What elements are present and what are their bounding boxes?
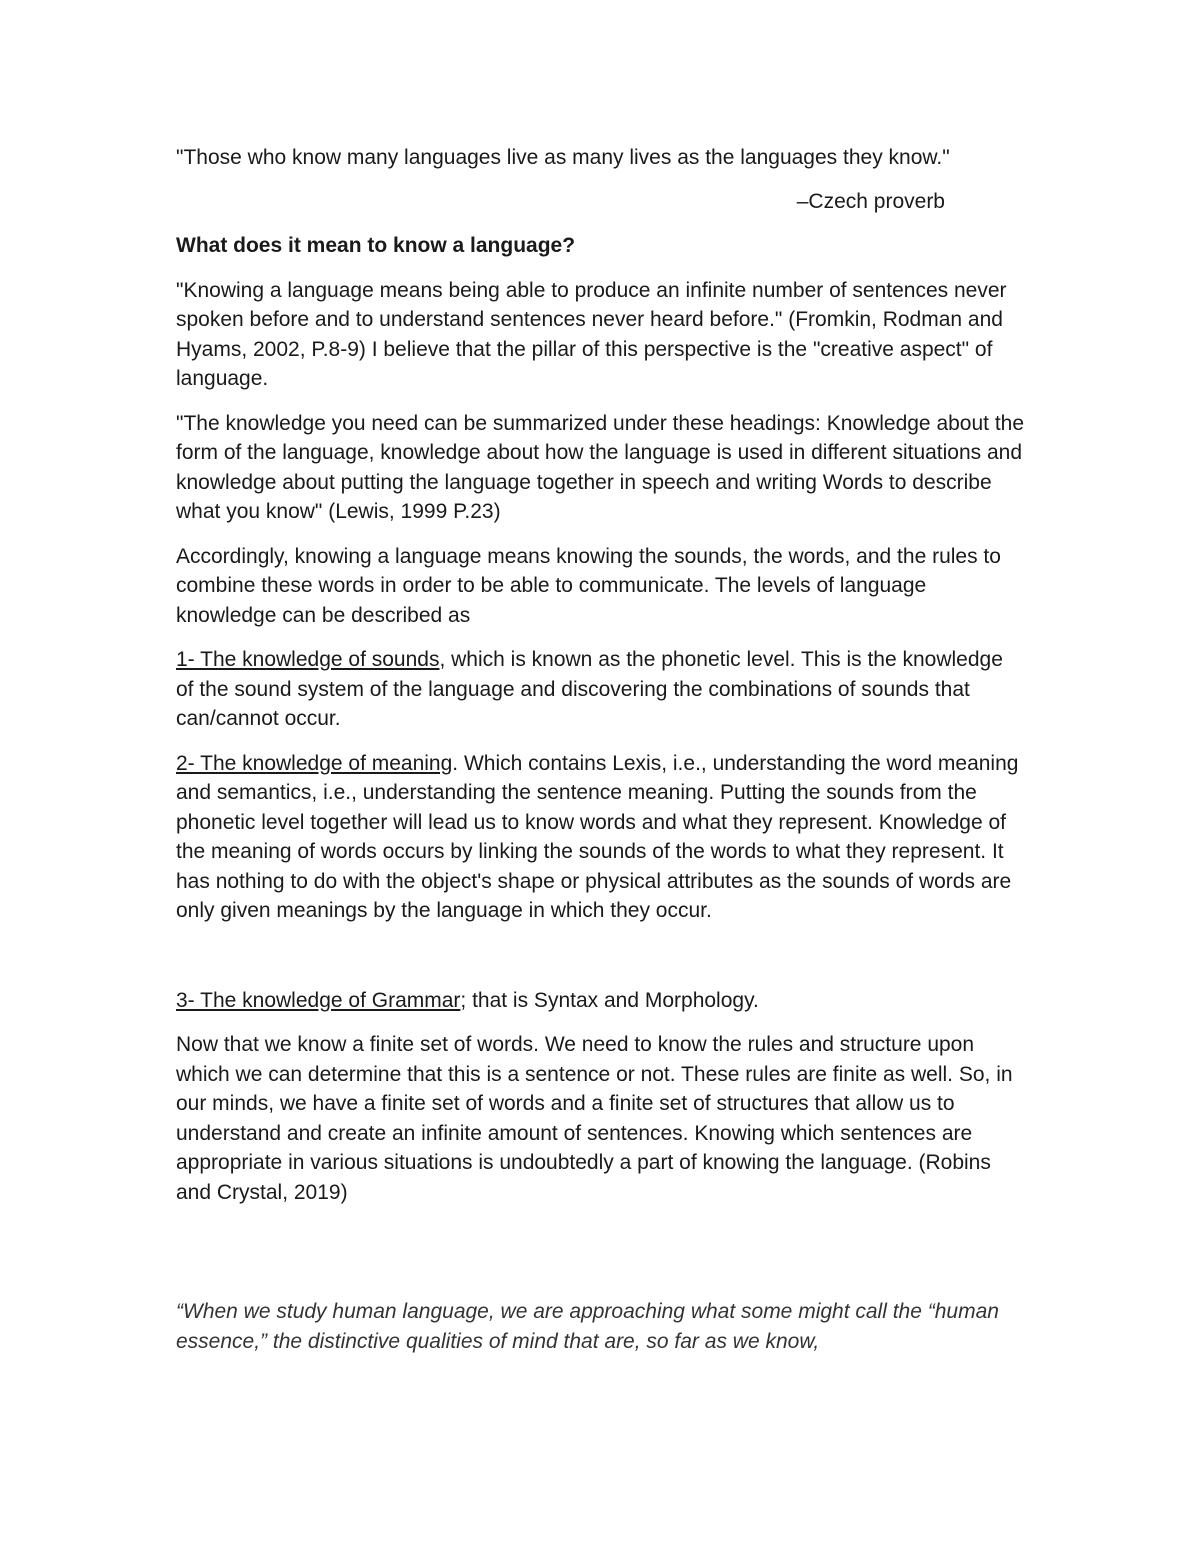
paragraph-accordingly: Accordingly, knowing a language means knowing the sounds, the words, and the rules to combine these words in order to be able to communicate. The levels of language knowledge can be described as [176, 544, 1001, 627]
paragraph-finite-words: Now that we know a finite set of words. We need to know the rules and structure upon which we can determine that this is a sentence or not. These rules are finite as well. So, in our minds, we have a finite set of words and a finite set of structures that allow us to understand and create an infinite amount of sentences. Knowing which sentences are appropriate in various situations is undoubtedly a part of knowing the language. (Robins and Crystal, 2019) [176, 1033, 1013, 1204]
level-sounds [176, 645, 1026, 734]
level-meaning [176, 749, 1026, 926]
spacer [176, 941, 1026, 986]
spacer [176, 1222, 1026, 1297]
document-page [176, 143, 1026, 1371]
level-meaning-title: 2- The knowledge of meaning [176, 751, 453, 775]
paragraph-fromkin: "Knowing a language means being able to produce an infinite number of sentences never spoken before and to understand sentences never heard before." (Fromkin, Rodman and Hyams, 2002, P.8-9) I believe that the pillar of this perspective is the "creative aspect" of language. [176, 278, 1007, 390]
level-sounds-title: 1- The knowledge of sounds [176, 648, 440, 671]
level-grammar [176, 986, 1026, 1016]
level-grammar-title: 3- The knowledge of Grammar [176, 988, 461, 1012]
level-grammar-text: ; that is Syntax and Morphology. [460, 988, 759, 1012]
section-heading: What does it mean to know a language? [176, 234, 576, 257]
epigraph-attribution: –Czech proverb [796, 189, 945, 213]
closing-quote: “When we study human language, we are approaching what some might call the “human essence,” the distinctive qualities of mind that are, so far as we know, [176, 1300, 999, 1353]
paragraph-lewis: "The knowledge you need can be summarized under these headings: Knowledge about the form of the language, knowledge about how the language is used in different situations and knowledge about putting the language together in speech and writing Words to describe what you know" (Lewis, 1999 P.23) [176, 411, 1025, 523]
level-sounds-text: , which is known as the phonetic level. This is the knowledge of the sound system of the language and discovering the combinations of sounds that can/cannot occur. [176, 648, 1003, 730]
level-meaning-text: . Which contains Lexis, i.e., understanding the word meaning and semantics, i.e., understanding the sentence meaning. Putting the sounds from the phonetic level together will lead us to know words and what they represent. Knowledge of the meaning of words occurs by linking the sounds of the words to what they represent. It has nothing to do with the object's shape or physical attributes as the sounds of words are only given meanings by the language in which they occur. [176, 751, 1019, 922]
epigraph-quote: "Those who know many languages live as many lives as the languages they know." [176, 146, 950, 169]
